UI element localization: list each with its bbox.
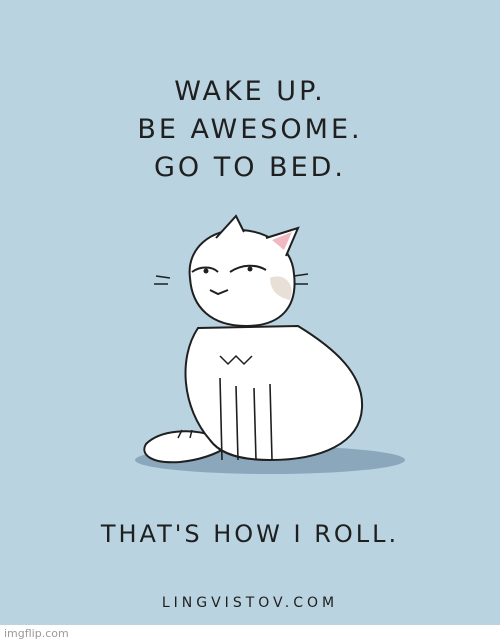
artist-credit: LINGVISTOV.COM <box>161 595 339 611</box>
headline-line-3: GO TO BED. <box>153 152 347 183</box>
grumpy-white-cat-icon <box>120 208 420 483</box>
headline-line-1: WAKE UP. <box>174 76 326 107</box>
headline-line-2: BE AWESOME. <box>137 114 363 145</box>
cat-body <box>186 326 363 460</box>
tagline: THAT'S HOW I ROLL. <box>100 520 400 548</box>
imgflip-watermark: imgflip.com <box>4 627 69 640</box>
